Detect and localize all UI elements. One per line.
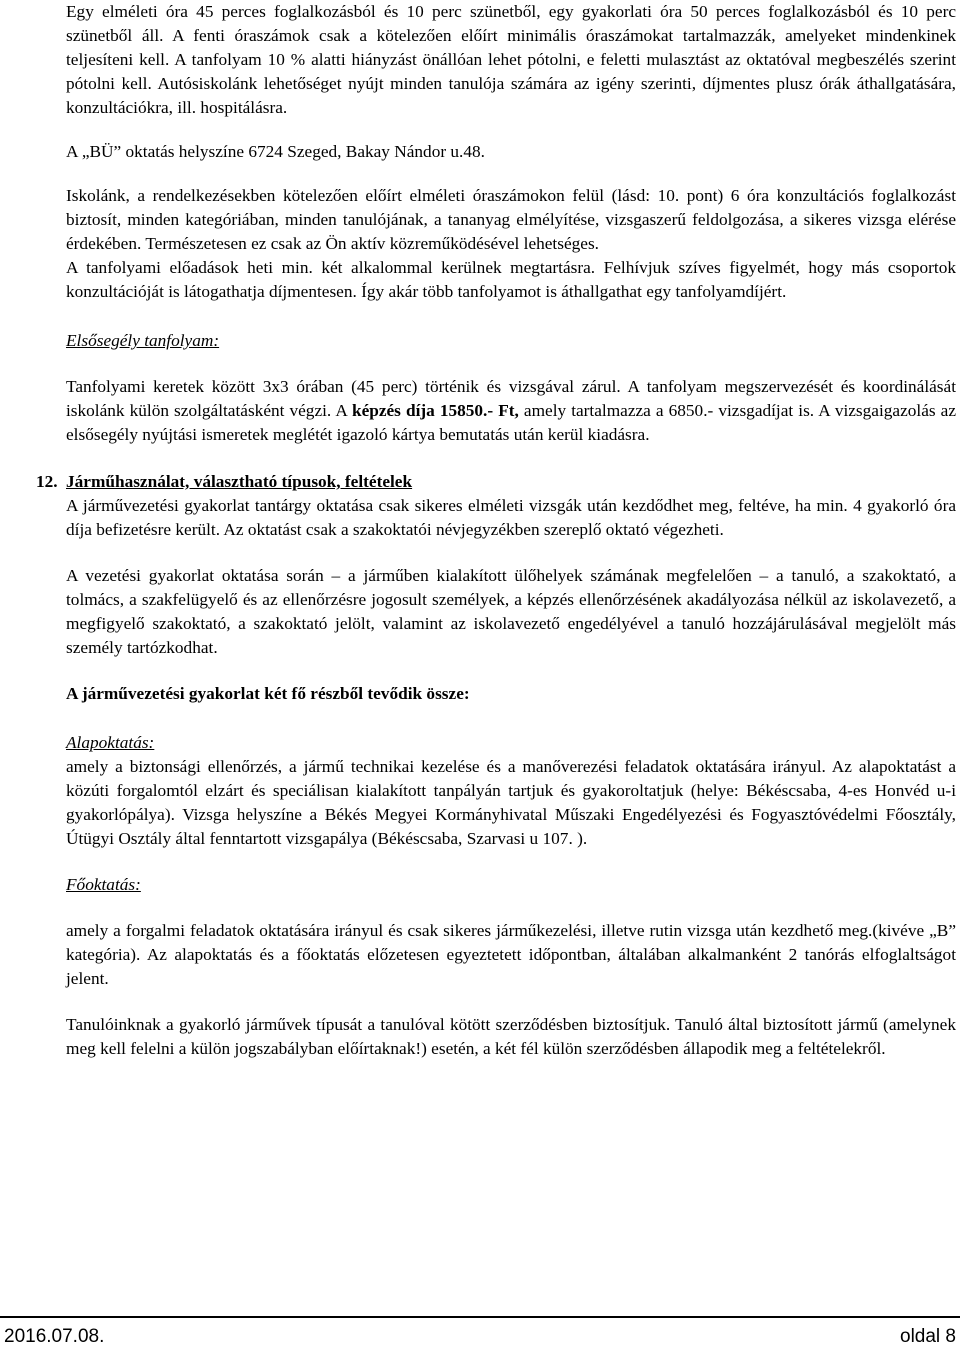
basic-training-heading xyxy=(66,731,956,755)
paragraph-basic-training: amely a biztonsági ellenőrzés, a jármű technikai kezelése és a manőverezési feladatok oktatására irányul. Az alapoktatást a közúti forgalomtól elzárt és speciálisan kialakított tanpályán tartjuk és gyakoroltatjuk (helye: Békéscsaba, 4-es Honvéd u-i gyakorlópálya). Vizsga helyszíne a Békés Megyei Kormányhivatal Műszaki Engedélyezési és Fogyasztóvédelmi Főosztály, Útügyi Osztály által fenntartott vizsgapálya (Békéscsaba, Szarvasi u 107. ). xyxy=(66,757,956,848)
first-aid-heading xyxy=(66,329,956,353)
first-aid-text-b: amely tartalmazza a 6850.- vizsgadíjat is. A vizsgaigazolás az elsősegély nyújtási ismeretek meglétét igazoló kártya bemutatás után kerül kiadásra. xyxy=(66,401,956,444)
section-title-text: Járműhasználat, választható típusok, feltételek xyxy=(66,472,413,491)
paragraph-lectures: A tanfolyami előadások heti min. két alkalommal kerülnek megtartásra. Felhívjuk szíves figyelmét, hogy más csoportok konzultációját is látogathatja díjmentesen. Így akár több tanfolyamot is áthallgathat egy tanfolyamdíjért. xyxy=(66,258,956,301)
paragraph-vehicle-occupants: A vezetési gyakorlat oktatása során – a járműben kialakított ülőhelyek számának megfelelően – a tanuló, a szakoktató, a tolmács, a szakfelügyelő és az ellenőrzésre jogosult személyek, a képzés ellenőrzésének akadályozása nélkül az iskolavezető, a megfigyelő szakoktató, a szakoktató jelölt, valamint az iskolavezető engedélyével a tanuló hozzájárulásával megjelölt más személy tartózkodhat. xyxy=(66,566,956,657)
paragraph-consultation: Iskolánk, a rendelkezésekben kötelezően előírt elméleti óraszámokon felül (lásd: 10. pont) 6 óra konzultációs foglalkozást biztosít, minden kategóriában, minden tanulójának, a tananyag elmélyítése, vizsgaszerű feldolgozása, a sikeres vizsga elérése érdekében. Természetesen ez csak az Ön aktív közreműködésével lehetséges. xyxy=(66,186,956,253)
document-page xyxy=(36,0,956,1061)
footer-divider xyxy=(0,1316,960,1318)
paragraph-lesson-duration: Egy elméleti óra 45 perces foglalkozásból és 10 perc szünetből, egy gyakorlati óra 50 perces foglalkozásból és 10 perc szünetből áll. A fenti óraszámok csak a kötelezően előírt minimális óraszámokat tartalmazzák, amelyeket mindenkinek teljesíteni kell. A tanfolyam 10 % alatti hiányzást önállóan lehet pótolni, e feletti mulasztást az oktatóval megbeszélés szerint pótolni kell. Autósiskolánk lehetőséget nyújt minden tanulója számára az igény szerinti, díjmentes plusz órák áthallgatására, konzultációkra, ill. hospitálásra. xyxy=(66,2,956,117)
section-number: 12. xyxy=(36,472,58,491)
basic-training-heading-text: Alapoktatás: xyxy=(66,733,155,752)
paragraph-vehicle-training: A járművezetési gyakorlat tantárgy oktatása csak sikeres elméleti vizsgák után kezdődhet meg, feltéve, ha min. 4 gyakorló óra díja befizetésre került. Az oktatást csak a szakoktatói névjegyzékben szereplő oktató végezheti. xyxy=(66,496,956,539)
main-training-heading-text: Főoktatás: xyxy=(66,875,141,894)
main-training-heading xyxy=(66,873,956,897)
paragraph-vehicle-types: Tanulóinknak a gyakorló járművek típusát a tanulóval kötött szerződésben biztosítjuk. Tanuló által biztosított jármű (amelynek meg kell felelni a külön jogszabályban előírtaknak!) esetén, a két fél külön szerződésben állapodik meg a feltételekről. xyxy=(66,1015,956,1058)
section-12-title xyxy=(36,470,956,494)
footer-date: 2016.07.08. xyxy=(4,1326,105,1347)
footer-page-number: oldal 8 xyxy=(900,1326,956,1347)
paragraph-bu-location: A „BÜ” oktatás helyszíne 6724 Szeged, Bakay Nándor u.48. xyxy=(66,142,485,161)
first-aid-heading-text: Elsősegély tanfolyam: xyxy=(66,331,220,350)
first-aid-text-a: Tanfolyami keretek között 3x3 órában (45 perc) történik és vizsgával zárul. A tanfolyam megszervezését és koordinálását iskolánk külön szolgáltatásként végzi. A xyxy=(66,377,956,420)
page-footer xyxy=(4,1326,956,1348)
paragraph-first-aid xyxy=(66,375,956,447)
parts-heading: A járművezetési gyakorlat két fő részből tevődik össze: xyxy=(66,684,470,703)
first-aid-fee: képzés díja 15850.- Ft, xyxy=(351,401,519,420)
paragraph-main-training: amely a forgalmi feladatok oktatására irányul és csak sikeres járműkezelési, illetve rutin vizsga után kezdhető meg.(kivéve „B” kategória). Az alapoktatás és a főoktatás előzetesen egyeztetett időpontban, általában alkalmanként 2 tanórás elfoglaltságot jelent. xyxy=(66,921,956,988)
